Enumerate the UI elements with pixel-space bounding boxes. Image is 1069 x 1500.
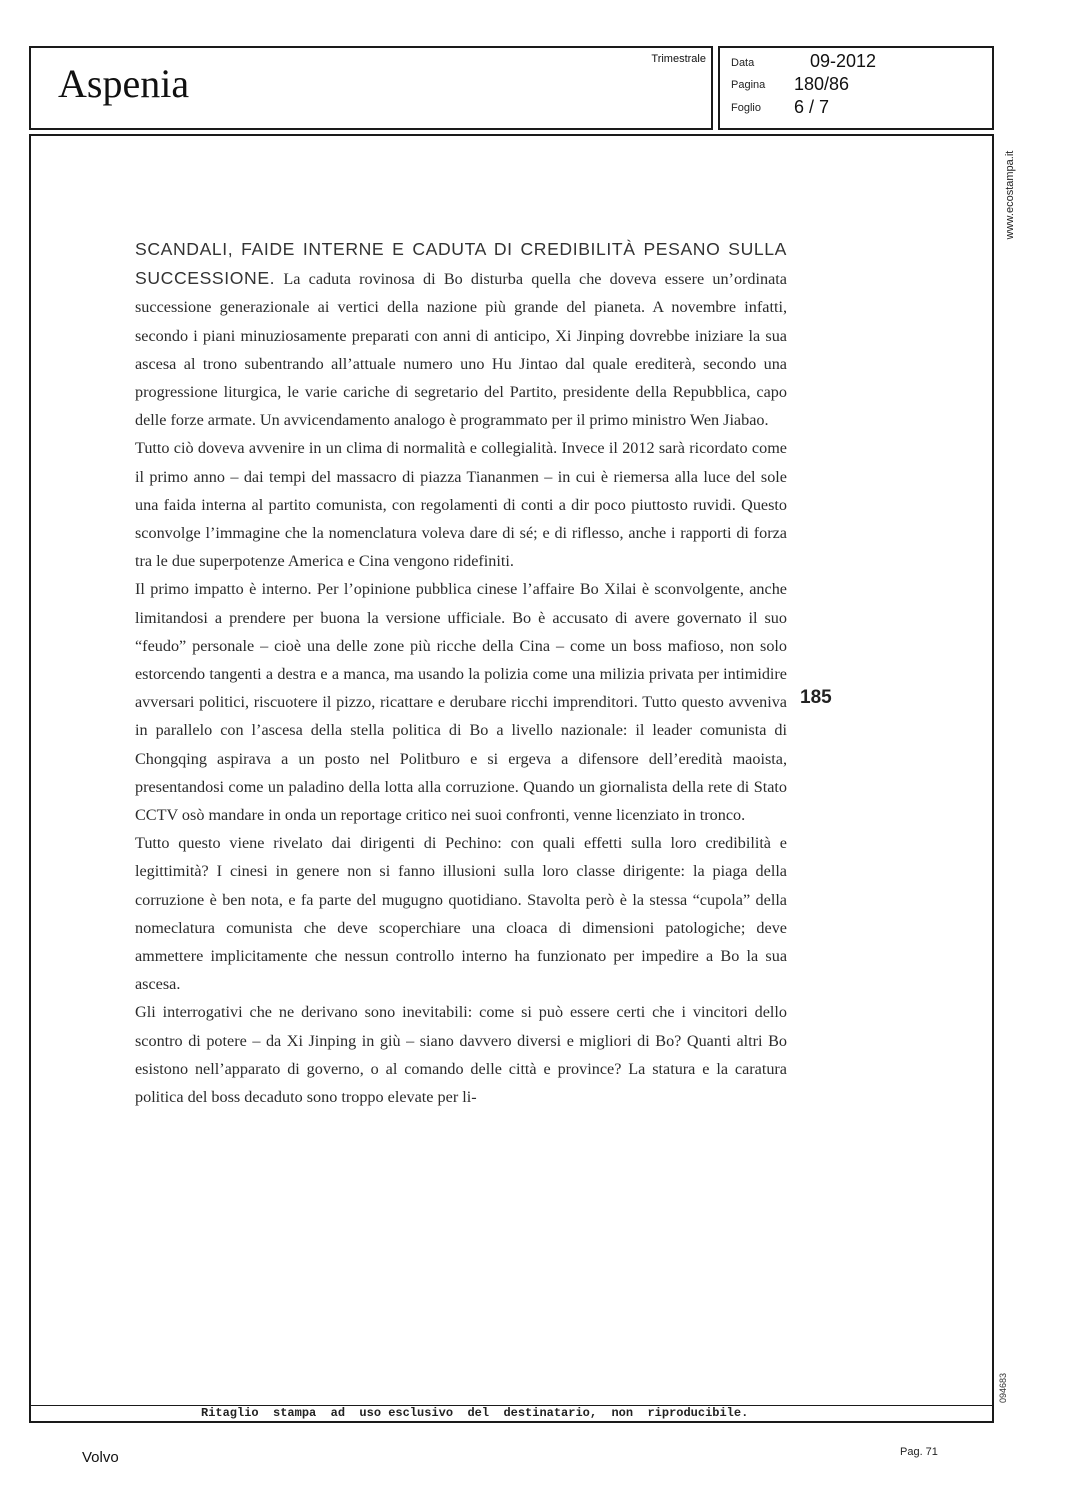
article-paragraph: Gli interrogativi che ne derivano sono inevitabili: come si può essere certi che i vincitori dello scontro di potere – da Xi Jinping in giù – siano davvero diversi e migliori di Bo? Quanti altri Bo esistono nell’apparato di governo, o al comando delle città e province? La statura e la caratura politica del boss decaduto sono troppo elevate per li- <box>135 1003 787 1107</box>
foglio-label: Foglio <box>731 102 761 114</box>
article-paragraph <box>135 235 787 434</box>
article-paragraph: Il primo impatto è interno. Per l’opinione pubblica cinese l’affaire Bo Xilai è sconvolgente, anche limitandosi a prendere per buona la versione ufficiale. Bo è accusato di avere governato il suo “feudo” personale – cioè una delle zone più ricche della Cina – come un boss mafioso, non solo estorcendo tangenti a destra e a manca, ma usando la polizia come una milizia privata per intimidire avversari politici, riscuotere il pizzo, ricattare e derubare ricchi imprenditori. Tutto questo avveniva in parallelo con l’ascesa della stella politica di Bo a livello nazionale: il leader comunista di Chongqing aspirava a un posto nel Politburo e si ergeva a difensore dell’eredità maoista, presentandosi come un paladino della lotta alla corruzione. Quando un giornalista della rete di Stato CCTV osò mandare in onda un reportage critico nei suoi confronti, venne licenziato in tronco. <box>135 580 787 825</box>
header-publication-box <box>29 46 713 130</box>
clipping-code: 094683 <box>998 1372 1008 1404</box>
paragraph-text: La caduta rovinosa di Bo disturba quella che doveva essere un’ordinata successione generazionale ai vertici della nazione più grande del pianeta. A novembre infatti, secondo i piani minuziosamente preparati con anni di anticipo, Xi Jinping dovrebbe iniziare la sua ascesa al trono subentrando all’attuale numero uno Hu Jintao dal quale erediterà, secondo una progressione liturgica, le varie cariche di segretario del Partito, presidente della Repubblica, capo delle forze armate. Un avvicendamento analogo è programmato per il primo ministro Wen Jiabao. <box>135 270 787 430</box>
data-value: 09-2012 <box>810 51 877 71</box>
publication-title: Aspenia <box>58 61 190 106</box>
disclaimer-bar <box>31 1405 992 1422</box>
header-meta-box <box>718 46 994 130</box>
article-paragraph: Tutto questo viene rivelato dai dirigenti di Pechino: con quali effetti sulla loro credibilità e legittimità? I cinesi in genere non si fanno illusioni sulla loro classe dirigente: la piaga della corruzione è ben nota, e fa parte del mugugno quotidiano. Stavolta però è la stessa “cupola” della nomeclatura comunista che deve scoperchiare una cloaca di dimensioni patologiche; deve ammettere implicitamente che nessun controllo interno ha funzionato per impedire a Bo la sua ascesa. <box>135 834 787 994</box>
pagina-label: Pagina <box>731 79 766 91</box>
data-label: Data <box>731 57 755 69</box>
article-page-number: 185 <box>800 687 832 708</box>
footer-page-number: Pag. 71 <box>900 1446 938 1458</box>
website-url: www.ecostampa.it <box>1004 150 1016 240</box>
foglio-value: 6 / 7 <box>794 97 830 117</box>
pagina-value: 180/86 <box>794 74 850 94</box>
client-name: Volvo <box>82 1449 119 1466</box>
article-body <box>135 235 787 1111</box>
section-heading: SCANDALI, FAIDE INTERNE E CADUTA DI CREDIBILITÀ PESANO SULLA SUCCESSIONE. <box>135 239 787 289</box>
publication-frequency: Trimestrale <box>651 53 706 65</box>
disclaimer-text: Ritaglio stampa ad uso esclusivo del destinatario, non riproducibile. <box>201 1406 749 1420</box>
article-paragraph: Tutto ciò doveva avvenire in un clima di normalità e collegialità. Invece il 2012 sarà ricordato come il primo anno – dai tempi del massacro di piazza Tiananmen – in cui è riemersa alla luce del sole una faida interna al partito comunista, con regolamenti di conti a dir poco piuttosto ruvidi. Questo sconvolge l’immagine che la nomenclatura voleva dare di sé; e di riflesso, anche i rapporti di forza tra le due superpotenze America e Cina vengono ridefiniti. <box>135 439 787 571</box>
